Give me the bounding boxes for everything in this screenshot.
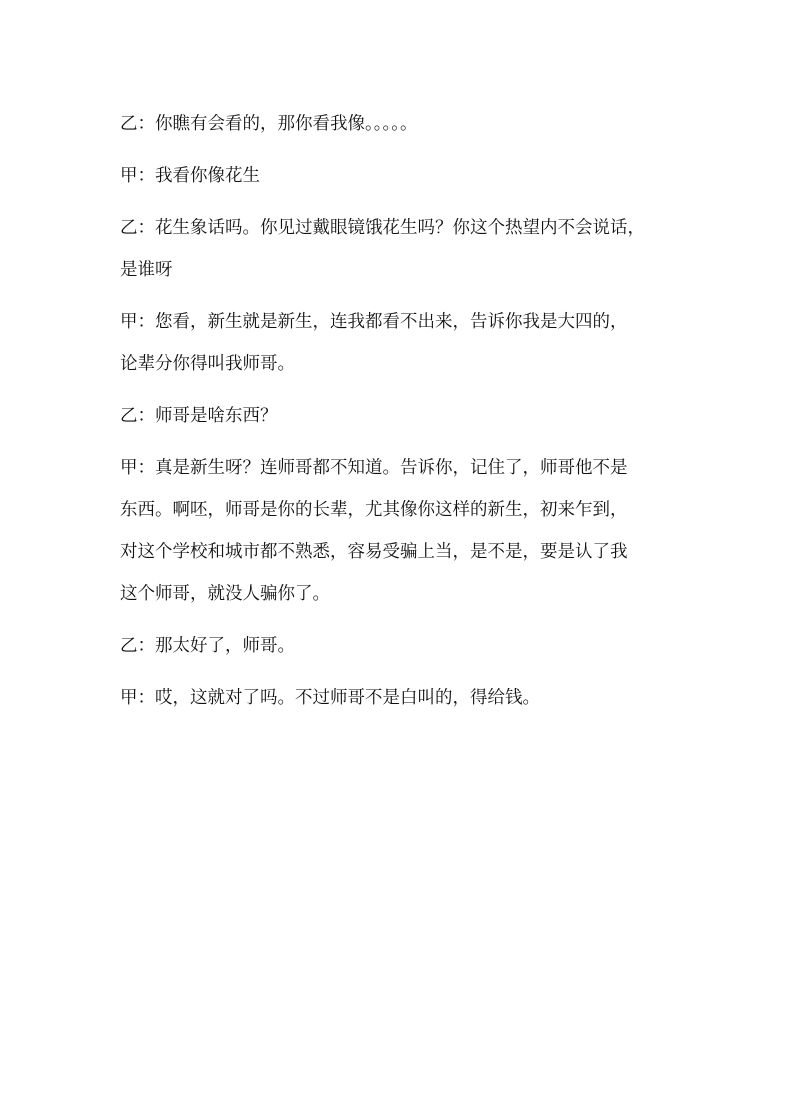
dialogue-paragraph [120,395,680,437]
text-line: 东西。啊呸，师哥是你的长辈，尤其像你这样的新生，初来乍到， [120,500,628,520]
dialogue-paragraph [120,301,680,385]
dialogue-paragraph [120,103,680,145]
dialogue-paragraph [120,447,680,615]
dialogue-text [120,103,680,729]
text-line: 甲：真是新生呀？连师哥都不知道。告诉你，记住了，师哥他不是 [120,458,628,478]
text-line: 对这个学校和城市都不熟悉，容易受骗上当，是不是，要是认了我 [120,542,628,562]
text-line: 是谁呀 [120,260,173,280]
text-line: 甲：您看，新生就是新生，连我都看不出来，告诉你我是大四的， [120,312,628,332]
text-line: 甲：我看你像花生 [120,166,260,186]
dialogue-paragraph [120,625,680,667]
dialogue-paragraph [120,677,680,719]
text-line: 乙：那太好了，师哥。 [120,636,295,656]
text-line: 甲：哎，这就对了吗。不过师哥不是白叫的，得给钱。 [120,688,540,708]
dialogue-paragraph [120,155,680,197]
text-line: 这个师哥，就没人骗你了。 [120,584,330,604]
text-line: 乙：你瞧有会看的，那你看我像。。。。。 [120,114,418,134]
text-line: 乙：师哥是啥东西？ [120,406,278,426]
text-line: 论辈分你得叫我师哥。 [120,354,295,374]
text-line: 乙：花生象话吗。你见过戴眼镜饿花生吗？你这个热望内不会说话， [120,218,645,238]
dialogue-paragraph [120,207,680,291]
